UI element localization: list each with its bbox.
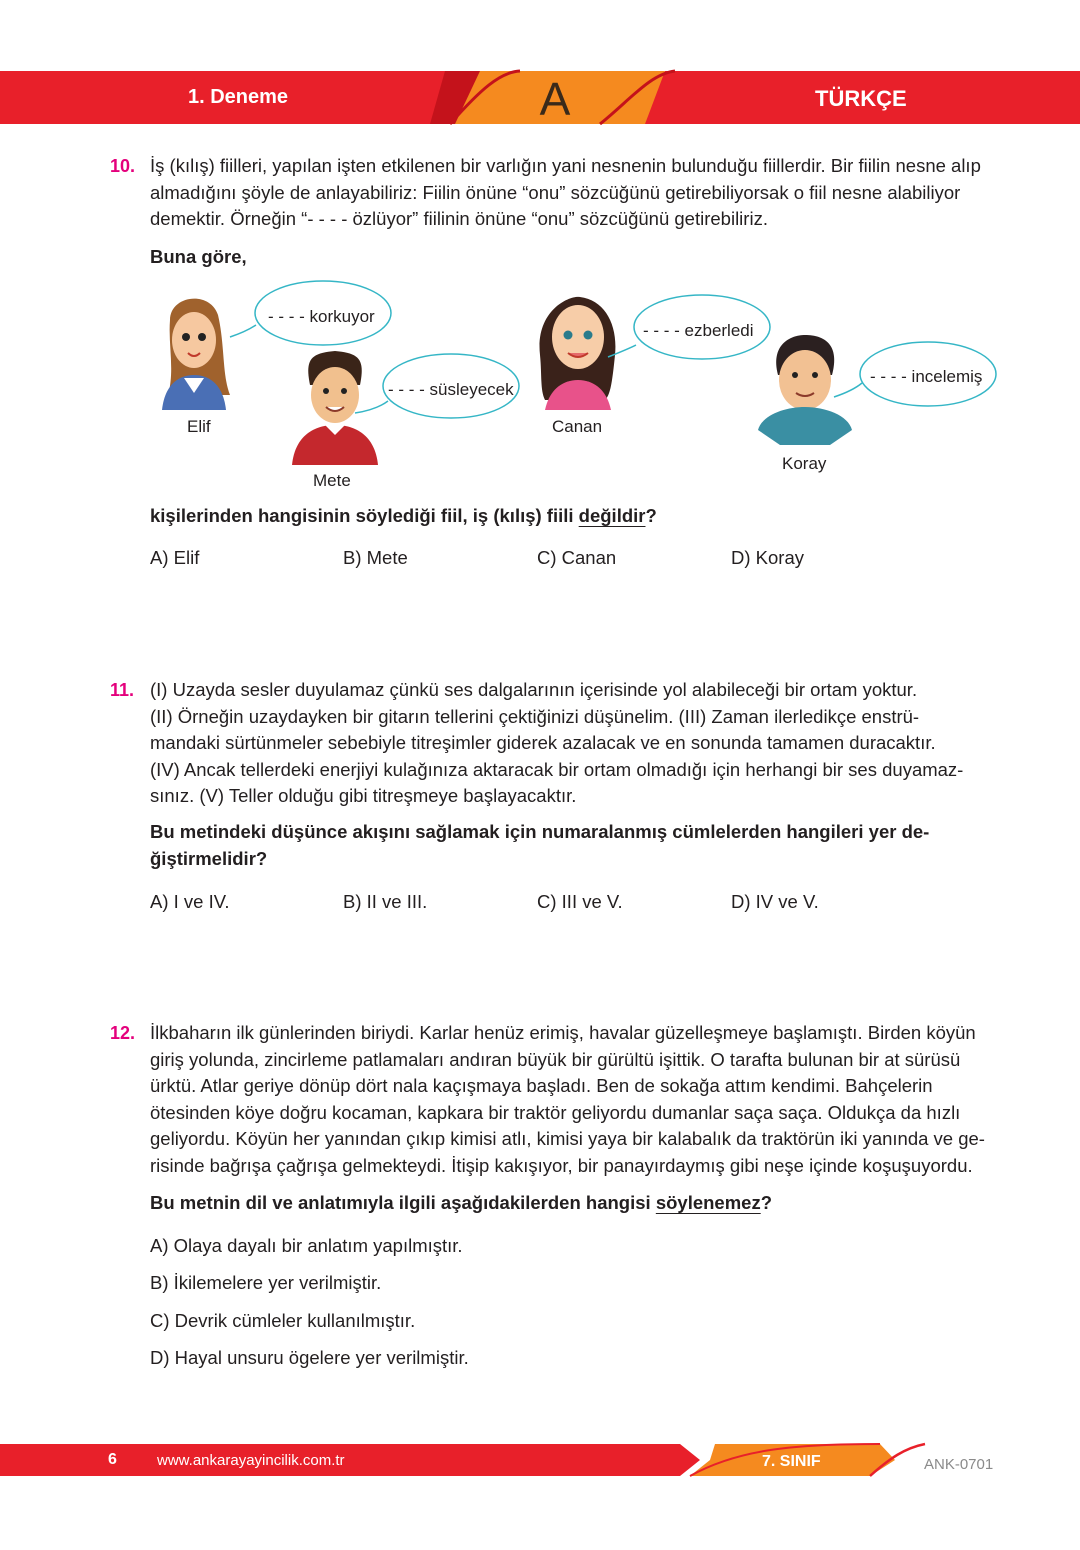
q12-option-b[interactable]: B) İkilemelere yer verilmiştir.	[150, 1272, 382, 1293]
canan-speech-text: - - - - ezberledi	[643, 321, 754, 340]
booklet-code: ANK-0701	[924, 1456, 994, 1473]
question-11-text	[150, 677, 996, 810]
canan-name: Canan	[552, 417, 603, 436]
q11-line: (I) Uzayda sesler duyulamaz çünkü ses dalgalarının içerisinde yol alabileceği bir ortam yoktur.	[150, 679, 918, 700]
q11-line: (IV) Ancak tellerdeki enerjiyi kulağınıza aktaracak bir ortam olmadığı için herhangi bir ses duyamaz-	[150, 758, 964, 780]
question-12-number: 12.	[110, 1023, 136, 1043]
q12-line: ürktü. Atlar geriye dönüp dört nala kaçışmaya başladı. Ben de sokağa attım kendimi. Bahçelerin	[150, 1075, 933, 1096]
q10-line: İş (kılış) fiilleri, yapılan işten etkilenen bir varlığın yani nesnenin bulunduğu fiillerdir. Bir fiilin nesne alıp	[150, 155, 981, 176]
q11-prompt-line: ğiştirmelidir?	[150, 847, 268, 869]
elif-speech-text: - - - - korkuyor	[268, 307, 375, 326]
question-11-prompt	[150, 819, 996, 872]
q11-line: mandaki sürtünmeler sebebiyle titreşimler giderek azalacak ve en sonunda tamamen duracaktır.	[150, 732, 936, 753]
q12-line: risinde bağrışa çağrışa gelmekteydi. İtişip kakışıyor, bir panayırdaymış gibi neşe içinde koşuşuyordu.	[150, 1154, 973, 1176]
subject-title: TÜRKÇE	[815, 86, 907, 111]
mete-name: Mete	[313, 471, 351, 490]
q10-prompt-text: kişilerinden hangisinin söylediği fiil, iş (kılış) fiili	[150, 505, 579, 526]
q11-option-b[interactable]: B) II ve III.	[343, 891, 428, 912]
q12-option-d[interactable]: D) Hayal unsuru ögelere yer verilmiştir.	[150, 1347, 469, 1368]
q11-prompt-line: Bu metindeki düşünce akışını sağlamak için numaralanmış cümlelerden hangileri yer de-	[150, 821, 930, 842]
q12-line: geliyordu. Köyün her yanından çıkıp kimisi atlı, kimisi yaya bir kalabalık da traktörün iki yanında ve ge-	[150, 1128, 985, 1149]
q10-prompt-end: ?	[645, 505, 657, 526]
question-10-text	[150, 153, 996, 233]
q12-option-a[interactable]: A) Olaya dayalı bir anlatım yapılmıştır.	[150, 1235, 463, 1256]
question-12-text	[150, 1020, 996, 1179]
page-number: 6	[108, 1451, 117, 1468]
publisher-url[interactable]: www.ankarayayincilik.com.tr	[157, 1452, 345, 1469]
elif-name: Elif	[187, 417, 211, 436]
grade-label: 7. SINIF	[762, 1453, 821, 1470]
mete-illustration	[292, 351, 378, 465]
q11-line: (II) Örneğin uzaydayken bir gitarın tellerini çektiğinizi düşünelim. (III) Zaman ilerledikçe enstrü-	[150, 705, 920, 727]
q11-line: sınız. (V) Teller olduğu gibi titreşmeye başlayacaktır.	[150, 785, 577, 806]
q10-option-b[interactable]: B) Mete	[343, 547, 408, 568]
q10-option-d[interactable]: D) Koray	[731, 547, 804, 568]
question-10-lead: Buna göre,	[150, 246, 247, 267]
q10-prompt-emphasis: değildir	[578, 505, 646, 526]
q10-line: almadığını şöyle de anlayabiliriz: Fiilin önüne “onu” sözcüğünü getirebiliyorsak o fiil nesne alabiliyor	[150, 181, 961, 203]
canan-illustration	[540, 297, 616, 410]
question-10-prompt	[150, 503, 996, 530]
q12-line: İlkbaharın ilk günlerinden biriydi. Karlar henüz erimiş, havalar güzelleşmeye başlamıştı. Birden köyün	[150, 1022, 976, 1043]
elif-illustration	[162, 299, 230, 410]
question-10-number: 10.	[110, 156, 136, 176]
exam-title: 1. Deneme	[188, 86, 289, 108]
question-11-number: 11.	[110, 680, 135, 700]
q11-option-a[interactable]: A) I ve IV.	[150, 891, 230, 912]
q10-line: demektir. Örneğin “- - - - özlüyor” fiilinin önüne “onu” sözcüğünü getirebiliriz.	[150, 208, 768, 229]
q12-prompt-end: ?	[760, 1192, 773, 1213]
q12-prompt-emphasis: söylenemez	[655, 1192, 761, 1213]
q12-line: giriş yolunda, zincirleme patlamaları andıran büyük bir gürültü işittik. O tarafta bulunan bir at sürüsü	[150, 1048, 961, 1070]
q12-prompt-text: Bu metnin dil ve anlatımıyla ilgili aşağıdakilerden hangisi	[150, 1192, 656, 1213]
q11-option-d[interactable]: D) IV ve V.	[731, 891, 819, 912]
booklet-letter: A	[539, 73, 571, 125]
koray-name: Koray	[782, 454, 827, 473]
mete-speech-text: - - - - süsleyecek	[388, 380, 514, 399]
q10-option-a[interactable]: A) Elif	[150, 547, 200, 568]
koray-illustration	[758, 335, 852, 445]
q11-option-c[interactable]: C) III ve V.	[537, 891, 623, 912]
q12-line: ötesinden köye doğru kocaman, kapkara bir traktör geliyordu dumanlar saça saça. Oldukça da hızlı	[150, 1101, 961, 1123]
q12-option-c[interactable]: C) Devrik cümleler kullanılmıştır.	[150, 1310, 416, 1331]
koray-speech-text: - - - - incelemiş	[870, 367, 983, 386]
question-12-prompt	[150, 1190, 996, 1217]
q10-option-c[interactable]: C) Canan	[537, 547, 617, 568]
